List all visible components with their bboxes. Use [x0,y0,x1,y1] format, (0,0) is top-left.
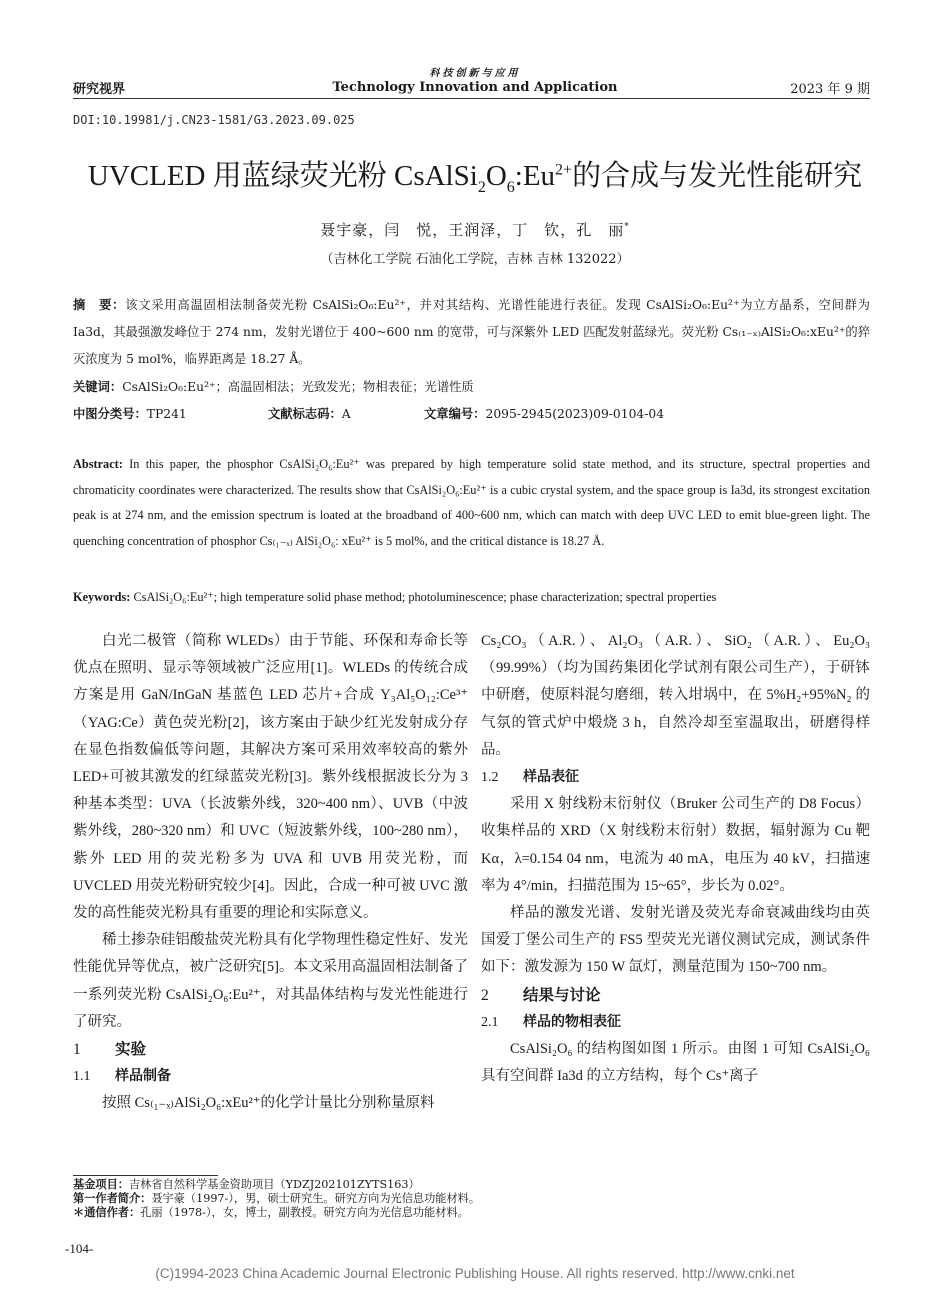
section-1-1-heading: 1.1 样品制备 [73,1068,171,1085]
cn-abstract: 摘 要：该文采用高温固相法制备荧光粉 CsAlSi₂O₆:Eu²⁺，并对其结构、光谱性能进行表征。发现 CsAlSi₂O₆:Eu²⁺为立方晶系，空间群为 Ia3d，其最强激发峰位于 274 nm，发射光谱位于 400~600 nm 的宽带，可与深紫外 LED 匹配发射蓝绿光。荧光粉 Cs₍₁₋ₓ₎AlSi₂O₆:xEu²⁺的猝灭浓度为 5 mol%，临界距离是 18.27 Å。 [73,298,870,366]
footnote-rule [73,1175,218,1176]
intro-paragraph-2: 稀土掺杂硅铝酸盐荧光粉具有化学物理性稳定性好、发光性能优异等优点，被广泛研究[5]。本文采用高温固相法制备了一系列荧光粉 CsAlSi₂O₆:Eu²⁺，对其晶体结构与发光性能进行了研究。 [73,932,468,1030]
en-keywords: Keywords: CsAlSi₂O₆:Eu²⁺; high temperature solid phase method; photoluminescence; phase characterization; spectral properties [73,590,717,604]
footnote-corresponding: ＊通信作者：孔丽（1978-），女，博士，副教授。研究方向为光信息功能材料。 [73,1206,469,1220]
intro-paragraph-1: 白光二极管（简称 WLEDs）由于节能、环保和寿命长等优点在照明、显示等领域被广泛应用[1]。WLEDs 的传统合成方案是用 GaN/InGaN 基蓝色 LED 芯片+合成 Y₃Al₅O₁₂:Ce³⁺（YAG:Ce）黄色荧光粉[2]，该方案由于缺少红光发射成分存在显色指数偏低等问题，其解决方案可采用效率较高的紫外 LED+可被其激发的红绿蓝荧光粉[3]。紫外线根据波长分为 3 种基本类型：UVA（长波紫外线，320~400 nm）、UVB（中波紫外线，280~320 nm）和 UVC（短波紫外线，100~280 nm），紫外 LED 用的荧光粉多为 UVA 和 UVB 用荧光粉，而 UVCLED 用荧光粉研究较少[4]。因此，合成一种可被 UVC 激发的高性能荧光粉具有重要的理论和实际意义。 [73,633,468,922]
preparation-paragraph-cont: Cs₂CO₃（A.R.）、Al₂O₃（A.R.）、SiO₂（A.R.）、Eu₂O₃（99.99%）（均为国药集团化学试剂有限公司生产），于研钵中研磨，使原料混匀磨细，转入坩埚中，在 5%H₂+95%N₂ 的气氛的管式炉中煅烧 3 h，自然冷却至室温取出，研磨得样品。 [481,633,870,758]
page-number: -104- [65,1241,94,1256]
characterization-paragraph-2: 样品的激发光谱、发射光谱及荧光寿命衰减曲线均由英国爱丁堡公司生产的 FS5 型荧光光谱仪测试完成，测试条件如下：激发源为 150 W 氙灯，测量范围为 150~700 nm。 [481,905,870,976]
cn-keywords: 关键词：CsAlSi₂O₆:Eu²⁺；高温固相法；光致发光；物相表征；光谱性质 [73,380,474,394]
footnote-first-author: 第一作者简介：聂宇豪（1997-），男，硕士研究生。研究方向为光信息功能材料。 [73,1192,481,1206]
header-section: 研究视界 [73,82,126,97]
header-rule [73,98,870,99]
footnote-fund: 基金项目：吉林省自然科学基金资助项目（YDZJ202101ZYTS163） [73,1178,420,1191]
affiliation: （吉林化工学院 石油化工学院，吉林 吉林 132022） [320,252,630,267]
paper-title: UVCLED 用蓝绿荧光粉 $CsAlSi_2O_6:Eu^{2+}$的合成与发光性能研究 [87,160,863,196]
doi: DOI:10.19981/j.CN23-1581/G3.2023.09.025 [73,113,355,127]
phase-paragraph: CsAlSi₂O₆ 的结构图如图 1 所示。由图 1 可知 CsAlSi₂O₆ 具有空间群 Ia3d 的立方结构，每个 Cs⁺离子 [481,1041,870,1085]
journal-name-cn: 科技创新与应用 [429,68,521,79]
left-column [73,628,468,1118]
characterization-paragraph-1: 采用 X 射线粉末衍射仪（Bruker 公司生产的 D8 Focus）收集样品的 XRD（X 射线粉末衍射）数据，辐射源为 Cu 靶 Kα，λ=0.154 04 nm，电流为 40 mA，电压为 40 kV，扫描速率为 4°/min，扫描范围为 15~65°，步长为 0.02°。 [481,796,870,894]
section-2-1-heading: 2.1 样品的物相表征 [481,1013,621,1030]
issue-label: 2023 年 9 期 [790,82,870,97]
preparation-paragraph: 按照 Cs₍₁₋ₓ₎AlSi₂O₆:xEu²⁺的化学计量比分别称量原料 [102,1095,435,1112]
section-1-heading: 1 实验 [73,1040,147,1059]
journal-name-en: Technology Innovation and Application [332,80,618,95]
en-abstract: Abstract: In this paper, the phosphor CsAlSi₂O₆:Eu²⁺ was prepared by high temperature solid state method, and its structure, spectral properties and chromaticity coordinates were characterized. The results show that CsAlSi₂O₆:Eu²⁺ is a cubic crystal system, and the space group is Ia3d, its strongest excitation peak is at 274 nm, and the emission spectrum is loated at the broadband of 400~600 nm, which can match with deep UVC LED to emit blue-green light. The quenching concentration of phosphor Cs₍₁₋ₓ₎ AlSi₂O₆: xEu²⁺ is 5 mol%, and the critical distance is 18.27 Å. [73,457,870,548]
footnotes [73,1178,480,1221]
right-column [481,628,870,1090]
section-1-2-heading: 1.2 样品表征 [481,769,579,786]
authors: 聂宇豪，闫 悦，王润泽，丁 钦，孔 丽* [320,221,630,239]
section-2-heading: 2 结果与讨论 [481,985,601,1004]
copyright-line: (C)1994-2023 China Academic Journal Electronic Publishing House. All rights reserved. http://www.cnki.net [155,1266,795,1281]
